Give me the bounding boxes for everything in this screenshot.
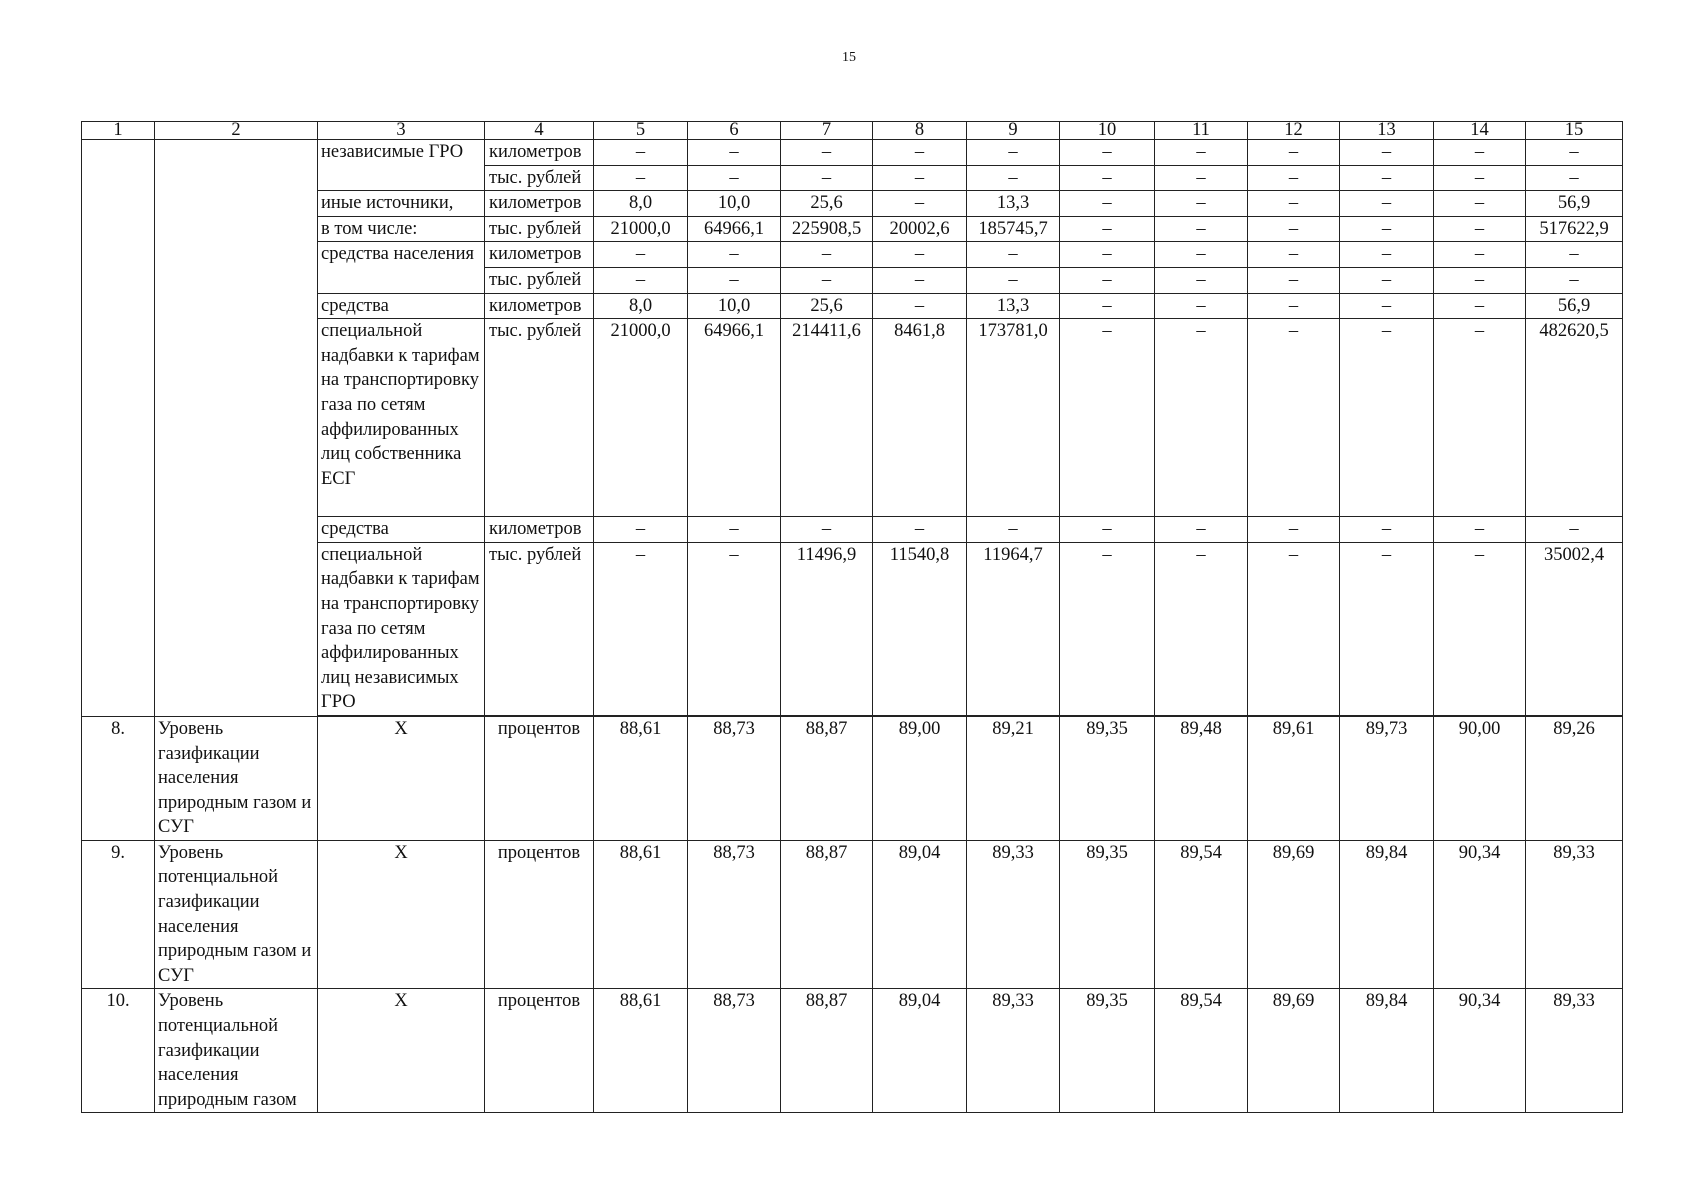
value-cell: 89,73 xyxy=(1340,716,1434,840)
value-cell: 89,21 xyxy=(967,716,1060,840)
value-cell: 13,3 xyxy=(967,293,1060,319)
value-cell: 89,00 xyxy=(873,716,967,840)
value-cell: – xyxy=(1060,242,1155,268)
value-cell: – xyxy=(1248,293,1340,319)
value-cell: – xyxy=(873,267,967,293)
value-cell: 214411,6 xyxy=(781,319,873,517)
value-cell: – xyxy=(688,267,781,293)
unit-cell: тыс. рублей xyxy=(485,216,594,242)
value-cell: 89,35 xyxy=(1060,840,1155,989)
value-cell: – xyxy=(1526,517,1623,543)
value-cell: – xyxy=(1434,293,1526,319)
row-number-cell: 10. xyxy=(82,989,155,1113)
value-cell: 89,61 xyxy=(1248,716,1340,840)
value-cell: – xyxy=(1526,165,1623,191)
source-label: иные источники, xyxy=(318,191,485,217)
value-cell: – xyxy=(1340,517,1434,543)
value-cell: – xyxy=(781,165,873,191)
column-header: 6 xyxy=(688,122,781,140)
source-label: независимые ГРО xyxy=(318,140,485,191)
value-cell: – xyxy=(594,517,688,543)
value-cell: – xyxy=(1434,517,1526,543)
value-cell: – xyxy=(594,165,688,191)
value-cell: – xyxy=(1060,517,1155,543)
unit-cell: процентов xyxy=(485,989,594,1113)
unit-cell: тыс. рублей xyxy=(485,165,594,191)
value-cell: – xyxy=(1060,140,1155,166)
value-cell: – xyxy=(1340,242,1434,268)
source-label: специальной надбавки к тарифам на транспортировку газа по сетям аффилированных лиц собственника ЕСГ xyxy=(318,319,485,517)
value-cell: – xyxy=(1526,242,1623,268)
value-cell: 13,3 xyxy=(967,191,1060,217)
value-cell: – xyxy=(688,242,781,268)
col3-cell: Х xyxy=(318,989,485,1113)
value-cell: – xyxy=(967,242,1060,268)
value-cell: 8,0 xyxy=(594,293,688,319)
value-cell: – xyxy=(873,293,967,319)
value-cell: 88,61 xyxy=(594,716,688,840)
column-header: 2 xyxy=(155,122,318,140)
header-row xyxy=(82,122,1623,140)
column-header: 10 xyxy=(1060,122,1155,140)
table-row xyxy=(82,716,1623,840)
unit-cell: километров xyxy=(485,191,594,217)
value-cell: 88,61 xyxy=(594,840,688,989)
value-cell: 88,87 xyxy=(781,716,873,840)
value-cell: – xyxy=(1248,542,1340,715)
value-cell: 89,33 xyxy=(967,840,1060,989)
value-cell: – xyxy=(1340,165,1434,191)
value-cell: – xyxy=(967,517,1060,543)
page-number: 15 xyxy=(842,50,856,65)
indicator-name-cell: Уровень потенциальной газификации населения природным газом xyxy=(155,989,318,1113)
value-cell: – xyxy=(781,242,873,268)
data-table xyxy=(81,121,1623,1113)
value-cell: – xyxy=(1340,140,1434,166)
value-cell: – xyxy=(873,165,967,191)
unit-cell: процентов xyxy=(485,840,594,989)
value-cell: 56,9 xyxy=(1526,191,1623,217)
column-header: 1 xyxy=(82,122,155,140)
value-cell: – xyxy=(1434,165,1526,191)
value-cell: – xyxy=(1155,216,1248,242)
value-cell: – xyxy=(781,140,873,166)
column-header: 3 xyxy=(318,122,485,140)
value-cell: 88,87 xyxy=(781,840,873,989)
value-cell: – xyxy=(1340,542,1434,715)
indicator-name-cell: Уровень газификации населения природным газом и СУГ xyxy=(155,716,318,840)
value-cell: – xyxy=(1434,140,1526,166)
value-cell: 225908,5 xyxy=(781,216,873,242)
value-cell: 56,9 xyxy=(1526,293,1623,319)
value-cell: 10,0 xyxy=(688,191,781,217)
value-cell: 88,73 xyxy=(688,716,781,840)
value-cell: 89,04 xyxy=(873,840,967,989)
value-cell: – xyxy=(594,267,688,293)
value-cell: – xyxy=(967,267,1060,293)
unit-cell: процентов xyxy=(485,716,594,840)
value-cell: – xyxy=(1060,293,1155,319)
value-cell: – xyxy=(1155,191,1248,217)
column-header: 12 xyxy=(1248,122,1340,140)
value-cell: – xyxy=(594,242,688,268)
value-cell: 90,00 xyxy=(1434,716,1526,840)
value-cell: – xyxy=(1434,242,1526,268)
value-cell: – xyxy=(1340,319,1434,517)
unit-cell: километров xyxy=(485,517,594,543)
value-cell: 25,6 xyxy=(781,191,873,217)
source-label: средства xyxy=(318,293,485,319)
value-cell: – xyxy=(688,140,781,166)
value-cell: – xyxy=(594,542,688,715)
value-cell: – xyxy=(1248,319,1340,517)
value-cell: 517622,9 xyxy=(1526,216,1623,242)
unit-cell: километров xyxy=(485,140,594,166)
value-cell: 89,33 xyxy=(967,989,1060,1113)
col3-cell: Х xyxy=(318,716,485,840)
value-cell: 89,84 xyxy=(1340,840,1434,989)
value-cell: – xyxy=(1434,319,1526,517)
value-cell: 89,69 xyxy=(1248,989,1340,1113)
value-cell: 64966,1 xyxy=(688,216,781,242)
value-cell: – xyxy=(1434,267,1526,293)
value-cell: 482620,5 xyxy=(1526,319,1623,517)
unit-cell: тыс. рублей xyxy=(485,267,594,293)
value-cell: 35002,4 xyxy=(1526,542,1623,715)
value-cell: – xyxy=(1060,216,1155,242)
value-cell: 89,35 xyxy=(1060,716,1155,840)
unit-cell: тыс. рублей xyxy=(485,542,594,715)
value-cell: – xyxy=(1060,267,1155,293)
value-cell: – xyxy=(1434,542,1526,715)
value-cell: 8461,8 xyxy=(873,319,967,517)
value-cell: 89,04 xyxy=(873,989,967,1113)
value-cell: – xyxy=(873,242,967,268)
value-cell: 185745,7 xyxy=(967,216,1060,242)
value-cell: 8,0 xyxy=(594,191,688,217)
value-cell: – xyxy=(1155,517,1248,543)
value-cell: – xyxy=(1155,242,1248,268)
value-cell: – xyxy=(688,517,781,543)
value-cell: 89,35 xyxy=(1060,989,1155,1113)
value-cell: – xyxy=(1248,165,1340,191)
table-row xyxy=(82,840,1623,989)
value-cell: – xyxy=(1155,165,1248,191)
unit-cell: километров xyxy=(485,242,594,268)
value-cell: – xyxy=(1434,191,1526,217)
value-cell: – xyxy=(1155,140,1248,166)
value-cell: 89,69 xyxy=(1248,840,1340,989)
value-cell: 89,26 xyxy=(1526,716,1623,840)
source-label: средства населения xyxy=(318,242,485,293)
value-cell: 89,54 xyxy=(1155,989,1248,1113)
value-cell: 10,0 xyxy=(688,293,781,319)
value-cell: 25,6 xyxy=(781,293,873,319)
value-cell: – xyxy=(1340,216,1434,242)
column-header: 7 xyxy=(781,122,873,140)
value-cell: 21000,0 xyxy=(594,216,688,242)
col3-cell: Х xyxy=(318,840,485,989)
value-cell: – xyxy=(1526,140,1623,166)
column-header: 14 xyxy=(1434,122,1526,140)
source-label: средства xyxy=(318,517,485,543)
value-cell: – xyxy=(594,140,688,166)
value-cell: – xyxy=(967,165,1060,191)
value-cell: – xyxy=(1248,267,1340,293)
value-cell: – xyxy=(1248,140,1340,166)
value-cell: 88,73 xyxy=(688,840,781,989)
column-header: 8 xyxy=(873,122,967,140)
value-cell: – xyxy=(873,140,967,166)
value-cell: – xyxy=(1340,191,1434,217)
source-label: в том числе: xyxy=(318,216,485,242)
value-cell: 89,84 xyxy=(1340,989,1434,1113)
value-cell: – xyxy=(688,542,781,715)
column-header: 9 xyxy=(967,122,1060,140)
table-row xyxy=(82,140,1623,166)
value-cell: 11964,7 xyxy=(967,542,1060,715)
value-cell: 90,34 xyxy=(1434,989,1526,1113)
row-number-cell: 9. xyxy=(82,840,155,989)
row-number-cell: 8. xyxy=(82,716,155,840)
value-cell: 11496,9 xyxy=(781,542,873,715)
value-cell: 89,48 xyxy=(1155,716,1248,840)
value-cell: – xyxy=(1434,216,1526,242)
value-cell: – xyxy=(1060,191,1155,217)
value-cell: 89,33 xyxy=(1526,989,1623,1113)
column-header: 5 xyxy=(594,122,688,140)
value-cell: – xyxy=(1155,293,1248,319)
value-cell: – xyxy=(1248,242,1340,268)
value-cell: – xyxy=(1248,191,1340,217)
unit-cell: тыс. рублей xyxy=(485,319,594,517)
value-cell: – xyxy=(873,517,967,543)
value-cell: 89,54 xyxy=(1155,840,1248,989)
source-label: специальной надбавки к тарифам на транспортировку газа по сетям аффилированных лиц независимых ГРО xyxy=(318,542,485,715)
value-cell: – xyxy=(1155,542,1248,715)
value-cell: – xyxy=(1060,542,1155,715)
column-header: 15 xyxy=(1526,122,1623,140)
column-header: 13 xyxy=(1340,122,1434,140)
value-cell: – xyxy=(1526,267,1623,293)
table-row xyxy=(82,989,1623,1113)
value-cell: – xyxy=(781,267,873,293)
value-cell: – xyxy=(1155,267,1248,293)
value-cell: – xyxy=(1155,319,1248,517)
value-cell: 90,34 xyxy=(1434,840,1526,989)
value-cell: 21000,0 xyxy=(594,319,688,517)
value-cell: – xyxy=(1060,319,1155,517)
value-cell: 173781,0 xyxy=(967,319,1060,517)
value-cell: – xyxy=(688,165,781,191)
value-cell: – xyxy=(873,191,967,217)
value-cell: – xyxy=(1340,293,1434,319)
value-cell: – xyxy=(1060,165,1155,191)
value-cell: 88,73 xyxy=(688,989,781,1113)
value-cell: – xyxy=(1340,267,1434,293)
value-cell: 88,61 xyxy=(594,989,688,1113)
value-cell: 89,33 xyxy=(1526,840,1623,989)
value-cell: – xyxy=(781,517,873,543)
value-cell: 20002,6 xyxy=(873,216,967,242)
column-header: 4 xyxy=(485,122,594,140)
unit-cell: километров xyxy=(485,293,594,319)
column-header: 11 xyxy=(1155,122,1248,140)
value-cell: – xyxy=(1248,216,1340,242)
row-number-cell xyxy=(82,140,155,717)
indicator-name-cell xyxy=(155,140,318,717)
value-cell: – xyxy=(1248,517,1340,543)
value-cell: 88,87 xyxy=(781,989,873,1113)
value-cell: – xyxy=(967,140,1060,166)
value-cell: 11540,8 xyxy=(873,542,967,715)
indicator-name-cell: Уровень потенциальной газификации населения природным газом и СУГ xyxy=(155,840,318,989)
value-cell: 64966,1 xyxy=(688,319,781,517)
